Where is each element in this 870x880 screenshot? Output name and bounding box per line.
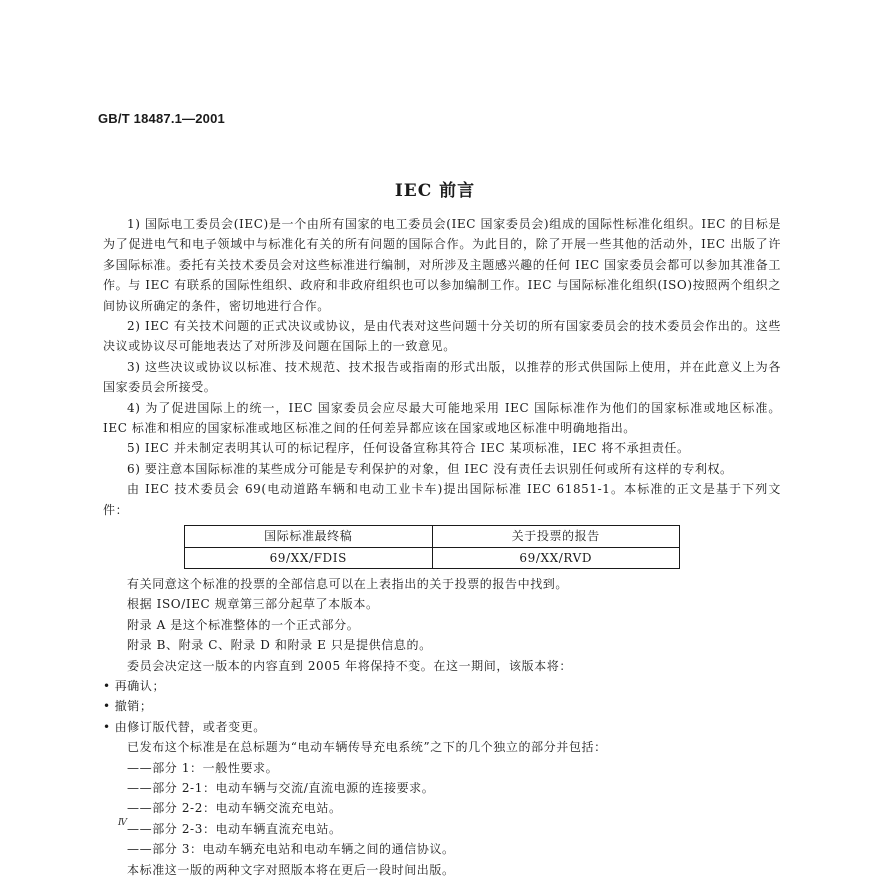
page-number: Ⅳ [118,818,127,828]
after-table-line-3: 附录 A 是这个标准整体的一个正式部分。 [127,617,360,632]
table-header-fdis: 国际标准最终稿 [185,526,433,547]
part-item: ——部分 2-3：电动车辆直流充电站。 [127,821,342,836]
after-table-line-4: 附录 B、附录 C、附录 D 和附录 E 只是提供信息的。 [127,638,432,653]
part-item: ——部分 1：一般性要求。 [127,760,279,775]
paragraph-3: 3) 这些决议或协议以标准、技术规范、技术报告或指南的形式出版，以推荐的形式供国际上使用，并在此意义上为各国家委员会所接受。 [103,359,781,395]
page-title: IEC 前言 [394,181,476,201]
bullet-item: • 再确认； [103,676,781,696]
ballot-table [184,525,680,569]
paragraph-tc69: 由 IEC 技术委员会 69(电动道路车辆和电动工业卡车)提出国际标准 IEC 61851-1。本标准的正文是基于下列文件： [103,482,781,517]
after-table-line-5: 委员会决定这一版本的内容直到 2005 年将保持不变。在这一期间，该版本将： [127,658,572,673]
table-cell-rvd: 69/XX/RVD [432,547,680,568]
bullet-item: • 由修订版代替，或者变更。 [103,717,781,737]
table-row [185,547,680,568]
after-table-line-1: 有关同意这个标准的投票的全部信息可以在上表指出的关于投票的报告中找到。 [127,576,569,591]
paragraph-2: 2) IEC 有关技术问题的正式决议或协议，是由代表对这些问题十分关切的所有国家委员会的技术委员会作出的。这些决议或协议尽可能地表达了对所涉及问题在国际上的一致意见。 [103,319,781,354]
part-item: ——部分 3：电动车辆充电站和电动车辆之间的通信协议。 [127,842,455,857]
part-item: ——部分 2-1：电动车辆与交流/直流电源的连接要求。 [127,780,435,795]
paragraph-5: 5) IEC 并未制定表明其认可的标记程序，任何设备宣称其符合 IEC 某项标准，IEC 将不承担责任。 [127,441,690,456]
table-header-row [185,526,680,547]
closing-paragraph: 本标准这一版的两种文字对照版本将在更后一段时间出版。 [127,862,455,877]
paragraph-4: 4) 为了促进国际上的统一，IEC 国家委员会应尽最大可能地采用 IEC 国际标准作为他们的国家标准或地区标准。IEC 标准和相应的国家标准或地区标准之间的任何差异都应该在国家或地区标准中明确地指出。 [103,400,781,436]
table-cell-fdis: 69/XX/FDIS [185,547,433,568]
paragraph-1: 1) 国际电工委员会(IEC)是一个由所有国家的电工委员会(IEC 国家委员会)组成的国际性标准化组织。IEC 的目标是为了促进电气和电子领域中与标准化有关的所有问题的国际合作。为此目的，除了开展一些其他的活动外，IEC 出版了许多国际标准。委托有关技术委员会对这些标准进行编制，对所涉及主题感兴趣的任何 IEC 国家委员会都可以参加其准备工作。与 IEC 有联系的国际性组织、政府和非政府组织也可以参加编制工作。IEC 与国际标准化组织(ISO)按照两个组织之间协议所确定的条件，密切地进行合作。 [103,217,781,313]
table-header-rvd: 关于投票的报告 [432,526,680,547]
part-item: ——部分 2-2：电动车辆交流充电站。 [127,801,342,816]
paragraph-6: 6) 要注意本国际标准的某些成分可能是专利保护的对象，但 IEC 没有责任去识别任何或所有这样的专利权。 [127,461,733,476]
after-table-line-2: 根据 ISO/IEC 规章第三部分起草了本版本。 [127,597,379,612]
document-body [103,214,781,880]
bullet-item: • 撤销； [103,696,781,716]
parts-intro: 已发布这个标准是在总标题为“电动车辆传导充电系统”之下的几个独立的部分并包括： [127,740,607,755]
standard-code: GB/T 18487.1—2001 [98,111,225,126]
